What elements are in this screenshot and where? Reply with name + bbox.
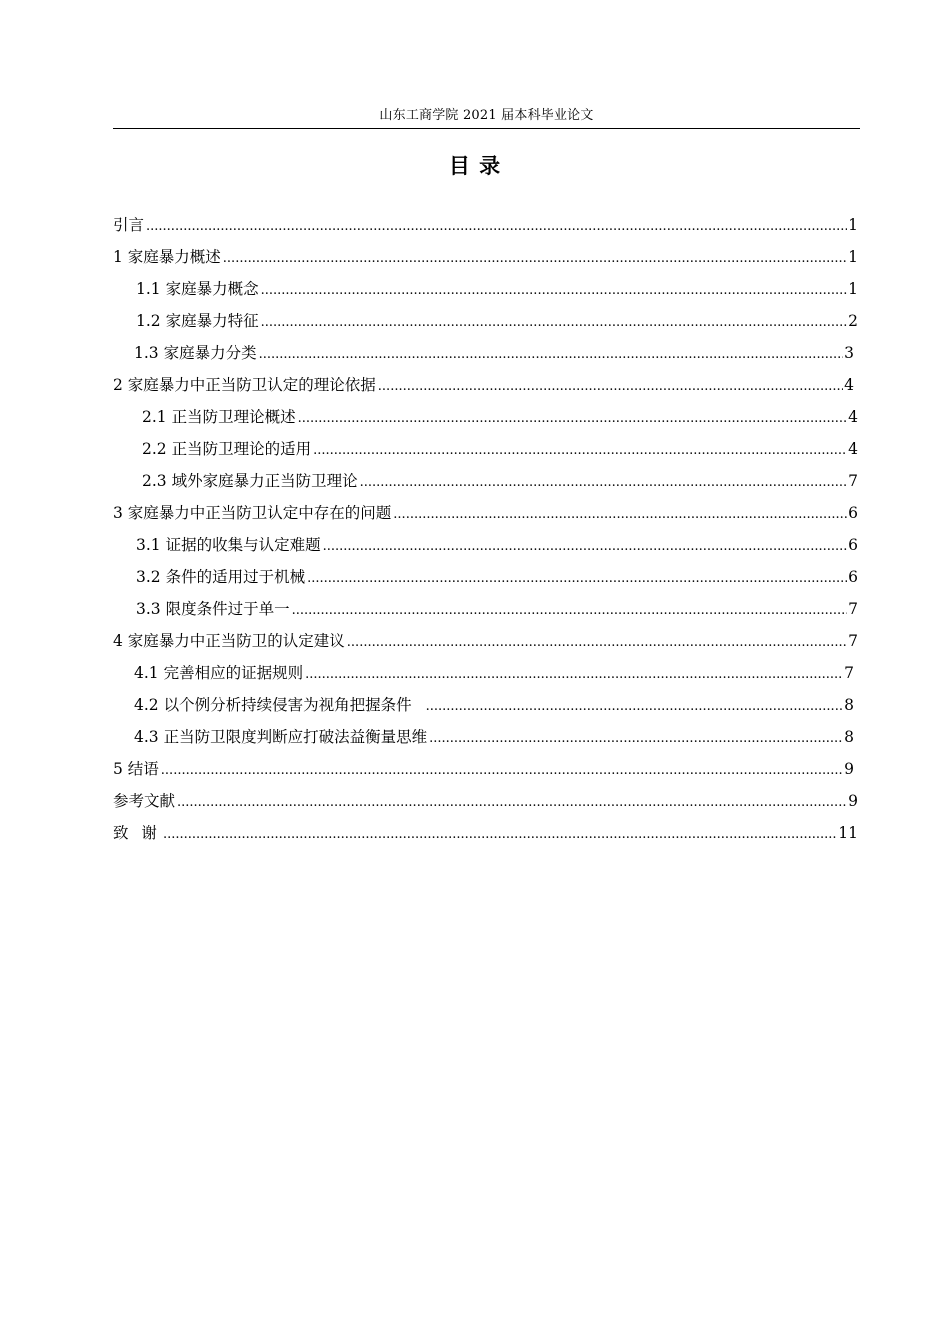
toc-entry-3-1[interactable] — [136, 531, 858, 559]
toc-entry-label: 2.3 域外家庭暴力正当防卫理论 — [142, 472, 358, 490]
toc-entry-references[interactable] — [113, 787, 858, 815]
toc-leader — [223, 245, 847, 273]
toc-entry-page: 8 — [844, 728, 854, 746]
toc-leader — [305, 661, 843, 689]
toc-entry-label: 1.3 家庭暴力分类 — [134, 344, 257, 362]
toc-entry-2-2[interactable] — [142, 435, 858, 463]
toc-entry-label: 1.1 家庭暴力概念 — [136, 280, 259, 298]
toc-leader — [292, 597, 848, 625]
page-header: 山东工商学院 2021 届本科毕业论文 — [379, 108, 594, 123]
toc-entry-1-3[interactable] — [134, 339, 854, 367]
toc-leader — [313, 437, 847, 465]
toc-entry-page: 7 — [848, 632, 858, 650]
toc-leader — [393, 501, 847, 529]
toc-leader — [323, 533, 848, 561]
toc-entry-chapter-1[interactable] — [113, 243, 858, 271]
toc-leader — [347, 629, 847, 657]
toc-entry-1-1[interactable] — [136, 275, 858, 303]
toc-leader — [429, 725, 843, 753]
toc-entry-chapter-2[interactable] — [113, 371, 854, 399]
toc-title: 目 录 — [448, 154, 502, 178]
toc-entry-label: 2.2 正当防卫理论的适用 — [142, 440, 312, 458]
toc-entry-label: 1.2 家庭暴力特征 — [136, 312, 259, 330]
toc-entry-label: 3.3 限度条件过于单一 — [136, 600, 290, 618]
toc-leader — [360, 469, 848, 497]
toc-entry-page: 6 — [848, 536, 858, 554]
toc-entry-page: 6 — [848, 568, 858, 586]
toc-entry-3-2[interactable] — [136, 563, 858, 591]
toc-entry-label: 4.1 完善相应的证据规则 — [134, 664, 304, 682]
toc-leader — [161, 757, 843, 785]
toc-entry-page: 4 — [848, 440, 858, 458]
toc-entry-label: 1 家庭暴力概述 — [113, 248, 221, 266]
toc-entry-page: 4 — [844, 376, 854, 394]
toc-entry-label: 4.3 正当防卫限度判断应打破法益衡量思维 — [134, 728, 428, 746]
toc-entry-1-2[interactable] — [136, 307, 858, 335]
toc-entry-label: 致 谢 — [113, 824, 161, 842]
toc-entry-page: 9 — [848, 792, 858, 810]
toc-entry-chapter-4[interactable] — [113, 627, 858, 655]
toc-entry-page: 8 — [844, 696, 854, 714]
toc-leader — [307, 565, 847, 593]
toc-entry-acknowledgements[interactable] — [113, 819, 858, 847]
toc-entry-label: 3.1 证据的收集与认定难题 — [136, 536, 321, 554]
toc-leader — [426, 693, 844, 721]
toc-entry-chapter-3[interactable] — [113, 499, 858, 527]
toc-entry-label: 引言 — [113, 216, 145, 234]
toc-leader — [146, 213, 847, 241]
toc-entry-label: 2.1 正当防卫理论概述 — [142, 408, 296, 426]
toc-entry-label: 3 家庭暴力中正当防卫认定中存在的问题 — [113, 504, 392, 522]
toc-leader — [177, 789, 847, 817]
toc-leader — [261, 277, 848, 305]
toc-leader — [163, 821, 837, 849]
toc-entry-4-1[interactable] — [134, 659, 854, 687]
toc-entry-page: 4 — [848, 408, 858, 426]
toc-entry-4-2[interactable] — [134, 691, 854, 719]
toc-entry-page: 6 — [848, 504, 858, 522]
toc-leader — [298, 405, 848, 433]
toc-entry-page: 9 — [844, 760, 854, 778]
toc-entry-label: 3.2 条件的适用过于机械 — [136, 568, 306, 586]
toc-entry-chapter-5[interactable] — [113, 755, 854, 783]
toc-entry-page: 7 — [848, 472, 858, 490]
toc-entry-page: 1 — [848, 280, 858, 298]
toc-entry-page: 3 — [844, 344, 854, 362]
toc-entry-2-3[interactable] — [142, 467, 858, 495]
toc-leader — [378, 373, 843, 401]
toc-entry-page: 1 — [848, 216, 858, 234]
toc-leader — [259, 341, 844, 369]
toc-entry-4-3[interactable] — [134, 723, 854, 751]
toc-entry-2-1[interactable] — [142, 403, 858, 431]
toc-entry-label: 4 家庭暴力中正当防卫的认定建议 — [113, 632, 345, 650]
toc-entry-page: 7 — [848, 600, 858, 618]
toc-entry-page: 11 — [838, 824, 858, 842]
toc-entry-3-3[interactable] — [136, 595, 858, 623]
toc-entry-label: 4.2 以个例分析持续侵害为视角把握条件 — [134, 696, 412, 714]
toc-entry-page: 1 — [848, 248, 858, 266]
toc-leader — [261, 309, 848, 337]
toc-entry-label: 5 结语 — [113, 760, 159, 778]
toc-entry-intro[interactable] — [113, 211, 858, 239]
toc-entry-label: 参考文献 — [113, 792, 176, 810]
toc-entry-page: 7 — [844, 664, 854, 682]
toc-entry-label: 2 家庭暴力中正当防卫认定的理论依据 — [113, 376, 376, 394]
toc-entry-page: 2 — [848, 312, 858, 330]
